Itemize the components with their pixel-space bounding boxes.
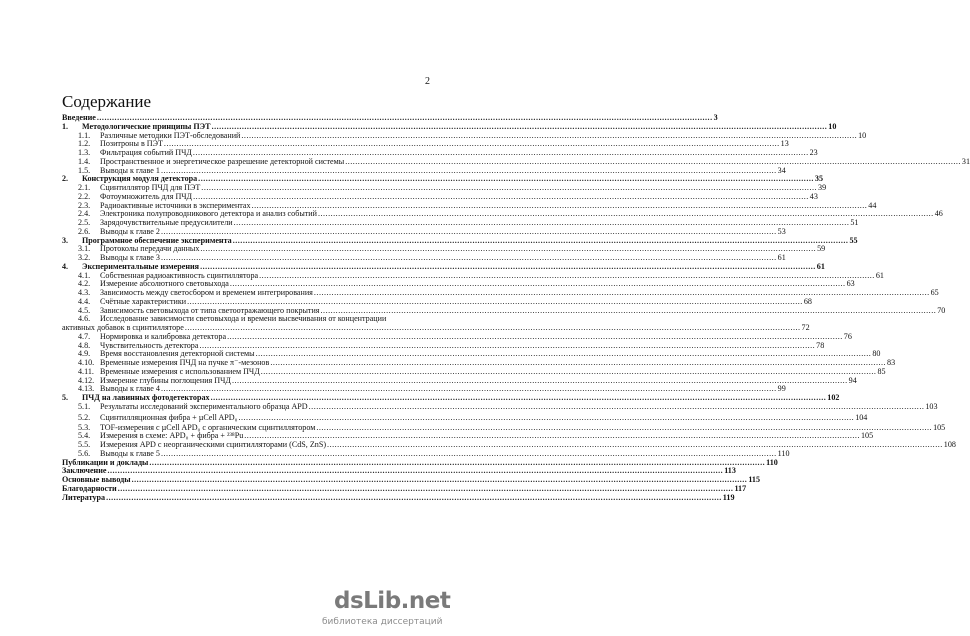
toc-entry-title: Сцинтилляционная фибра + µCell APD₀ <box>100 412 238 422</box>
toc-entry-number: 3.1. <box>78 244 91 254</box>
toc-entry-number: 1.2. <box>78 139 91 149</box>
toc-entry-title: Фильтрация событий ПЧД <box>100 148 192 157</box>
toc-entry-page: 51 <box>850 218 859 227</box>
toc-entry-page: 85 <box>877 366 886 376</box>
toc-entry-page: 10 <box>828 121 837 131</box>
toc-entry-title: Радиоактивные источники в экспериментах <box>100 200 251 210</box>
toc-entry-page: 103 <box>925 401 938 411</box>
toc-entry-page: 105 <box>860 431 874 441</box>
toc-entry-title: Выводы к главе 1 <box>100 165 160 175</box>
toc-entry-page: 108 <box>943 440 956 449</box>
toc-entry-number: 2.1. <box>78 183 91 192</box>
toc-entry-number: 5.5. <box>78 440 91 449</box>
toc-entry-page: 39 <box>818 183 827 192</box>
toc-entry-page: 102 <box>827 393 840 402</box>
toc-entry-number: 4.8. <box>78 340 91 350</box>
toc-entry-number: 4.10. <box>78 358 95 367</box>
toc-entry-page: 55 <box>849 235 858 245</box>
toc-entry-page: 31 <box>961 156 970 166</box>
toc-entry-page: 34 <box>777 165 786 175</box>
toc-entry-page: 65 <box>930 288 939 297</box>
toc-entry-number: 5.1. <box>78 401 91 411</box>
toc-entry-number: 4.6. <box>78 314 91 324</box>
toc-entry-title: Зарядочувствительные предусилители <box>100 218 233 227</box>
toc-entry-title: Публикации и доклады <box>62 457 149 467</box>
toc-entry-title: Сцинтиллятор ПЧД для ПЭТ <box>100 183 201 192</box>
toc-entry-title: Литература <box>62 492 106 502</box>
toc-entry-title: Благодарности <box>62 483 117 493</box>
toc-entry-title: Выводы к главе 5 <box>100 448 160 458</box>
toc-entry-number: 2. <box>62 174 69 184</box>
toc-entry-page: 44 <box>868 200 877 210</box>
toc-entry-title: Фотоумножитель для ПЧД <box>100 191 193 201</box>
toc-entry-number: 5.4. <box>78 431 91 441</box>
toc-entry-title-continued: активных добавок в сцинтилляторе <box>62 323 184 332</box>
toc-entry-number: 3.2. <box>78 253 91 262</box>
toc-entry-page: 115 <box>748 475 761 484</box>
toc-entry-title: Различные методики ПЭТ-обследований <box>100 130 241 140</box>
toc-entry-number: 5.6. <box>78 448 91 458</box>
toc-entry-title: Время восстановления детекторной системы <box>100 349 255 359</box>
toc-entry-number: 2.3. <box>78 200 91 210</box>
toc-entry-number: 4.5. <box>78 305 91 315</box>
toc-entry-title: Введение <box>62 113 96 122</box>
toc-entry-number: 1.5. <box>78 165 91 175</box>
toc-entry-page: 61 <box>816 261 825 271</box>
table-of-contents <box>62 113 970 502</box>
toc-entry-page: 63 <box>846 279 855 289</box>
toc-entry-number: 5.2. <box>78 412 91 422</box>
toc-entry-page: 119 <box>722 492 735 502</box>
toc-entry-page: 53 <box>777 226 786 236</box>
toc-entry-page: 68 <box>803 296 812 306</box>
toc-entry-number: 1. <box>62 121 69 131</box>
toc-entry-number: 4.11. <box>78 366 94 376</box>
toc-entry-title: ПЧД на лавинных фотодетекторах <box>82 393 210 402</box>
toc-entry-title: Протоколы передачи данных <box>100 244 200 254</box>
toc-entry-title: Счётные характеристики <box>100 296 187 306</box>
toc-entry-number: 2.2. <box>78 191 91 201</box>
toc-entry-number: 1.3. <box>78 148 91 157</box>
toc-entry-title: Основные выводы <box>62 475 131 484</box>
toc-entry-title: Заключение <box>62 466 107 476</box>
toc-entry-page: 61 <box>777 253 786 262</box>
toc-entry-title: Программное обеспечение эксперимента <box>82 235 232 245</box>
toc-entry-number: 4.2. <box>78 279 91 289</box>
toc-entry-number: 2.6. <box>78 226 91 236</box>
toc-entry-title: Временные измерения с использованием ПЧД <box>100 366 260 376</box>
toc-entry-page: 83 <box>887 358 896 367</box>
toc-entry-title: Электроника полупроводникового детектора и анализ событий <box>100 209 317 219</box>
toc-leader-dots <box>321 307 937 316</box>
toc-entry-title: Позитроны в ПЭТ <box>100 139 163 149</box>
toc-entry-page: 94 <box>848 375 857 385</box>
dslib-watermark <box>322 588 451 630</box>
toc-entry-page: 3 <box>713 113 718 122</box>
toc-entry-page: 46 <box>934 209 943 219</box>
toc-entry-title: Исследование зависимости световыхода и времени высвечивания от концентрации <box>100 314 387 324</box>
toc-entry-title: Экспериментальные измерения <box>82 261 200 271</box>
toc-entry-title: Зависимость между светосбором и временем интегрирования <box>100 288 313 297</box>
toc-leader-dots <box>106 494 722 503</box>
toc-entry-title: Результаты исследований экспериментального образца APD <box>100 401 308 411</box>
toc-entry-number: 4.12. <box>78 375 95 385</box>
toc-entry-page: 99 <box>777 384 786 394</box>
toc-entry-page: 23 <box>809 148 818 157</box>
toc-entry-page: 35 <box>814 174 823 184</box>
toc-leader-dots <box>309 403 925 412</box>
toc-entry-title: Зависимость световыхода от типа светоотражающего покрытия <box>100 305 320 315</box>
toc-entry <box>62 401 938 412</box>
toc-entry-page: 61 <box>875 270 884 280</box>
toc-entry-title: Измерения в схеме: APD₀ + фибра + ²³⁸Pu <box>100 431 244 441</box>
toc-entry-page: 110 <box>766 457 778 467</box>
toc-entry-title: Конструкция модуля детектора <box>82 174 198 184</box>
toc-entry-title: Собственная радиоактивность сцинтиллятора <box>100 270 259 280</box>
toc-entry-number: 2.5. <box>78 218 91 227</box>
toc-entry-number: 1.4. <box>78 156 91 166</box>
toc-entry-page: 10 <box>858 130 867 140</box>
toc-entry-title: Измерения APD с неорганическими сцинтилляторами (CdS, ZnS) <box>100 440 327 449</box>
toc-entry-number: 4.4. <box>78 296 91 306</box>
watermark-tagline: библиотека диссертаций <box>322 617 443 627</box>
toc-entry-page: 59 <box>817 244 826 254</box>
toc-entry-title: Выводы к главе 4 <box>100 384 160 394</box>
toc-entry-number: 1.1. <box>78 130 91 140</box>
toc-entry-page: 72 <box>801 323 810 332</box>
toc-entry-number: 5.3. <box>78 422 91 432</box>
toc-entry-page: 113 <box>724 466 736 476</box>
toc-entry <box>62 314 810 333</box>
toc-entry-number: 4. <box>62 261 69 271</box>
toc-entry-page: 70 <box>937 305 946 315</box>
toc-entry-title: Выводы к главе 3 <box>100 253 160 262</box>
toc-entry-number: 4.13. <box>78 384 95 394</box>
toc-entry-page: 105 <box>933 422 946 432</box>
toc-entry-title: TOF-измерения с µCell APD₀ с органическим сцинтиллятором <box>100 422 316 432</box>
toc-entry-page: 78 <box>816 340 825 350</box>
toc-entry-number: 4.1. <box>78 270 91 280</box>
toc-entry-title: Чувствительность детектора <box>100 340 199 350</box>
toc-entry-title: Методологические принципы ПЭТ <box>82 121 211 131</box>
toc-entry-title: Измерение глубины поглощения ПЧД <box>100 375 231 385</box>
toc-entry-page: 13 <box>780 139 789 149</box>
toc-title: Содержание <box>62 92 152 111</box>
toc-entry <box>62 412 868 424</box>
toc-entry-number: 3. <box>62 235 69 245</box>
toc-section <box>62 492 735 503</box>
toc-entry-number: 4.7. <box>78 331 91 341</box>
toc-entry-title: Выводы к главе 2 <box>100 226 160 236</box>
toc-entry-title: Пространственное и энергетическое разрешение детекторной системы <box>100 156 345 166</box>
toc-entry-page: 80 <box>872 349 881 359</box>
page-number: 2 <box>425 76 430 87</box>
toc-entry-number: 4.3. <box>78 288 91 297</box>
toc-entry-page: 76 <box>843 331 852 341</box>
toc-entry-title: Измерение абсолютного световыхода <box>100 279 229 289</box>
toc-entry-title: Нормировка и калибровка детектора <box>100 331 227 341</box>
watermark-brand: dsLib.net <box>334 588 451 614</box>
toc-entry-page: 110 <box>777 448 790 458</box>
toc-entry-page: 43 <box>809 191 818 201</box>
toc-entry-title: Временные измерения ПЧД на пучке π⁻-мезонов <box>100 358 270 367</box>
toc-entry-page: 117 <box>734 483 747 493</box>
toc-entry-page: 104 <box>855 412 868 422</box>
toc-entry-number: 5. <box>62 393 69 402</box>
toc-entry-number: 2.4. <box>78 209 91 219</box>
toc-leader-dots <box>238 412 854 424</box>
toc-entry-number: 4.9. <box>78 349 91 359</box>
